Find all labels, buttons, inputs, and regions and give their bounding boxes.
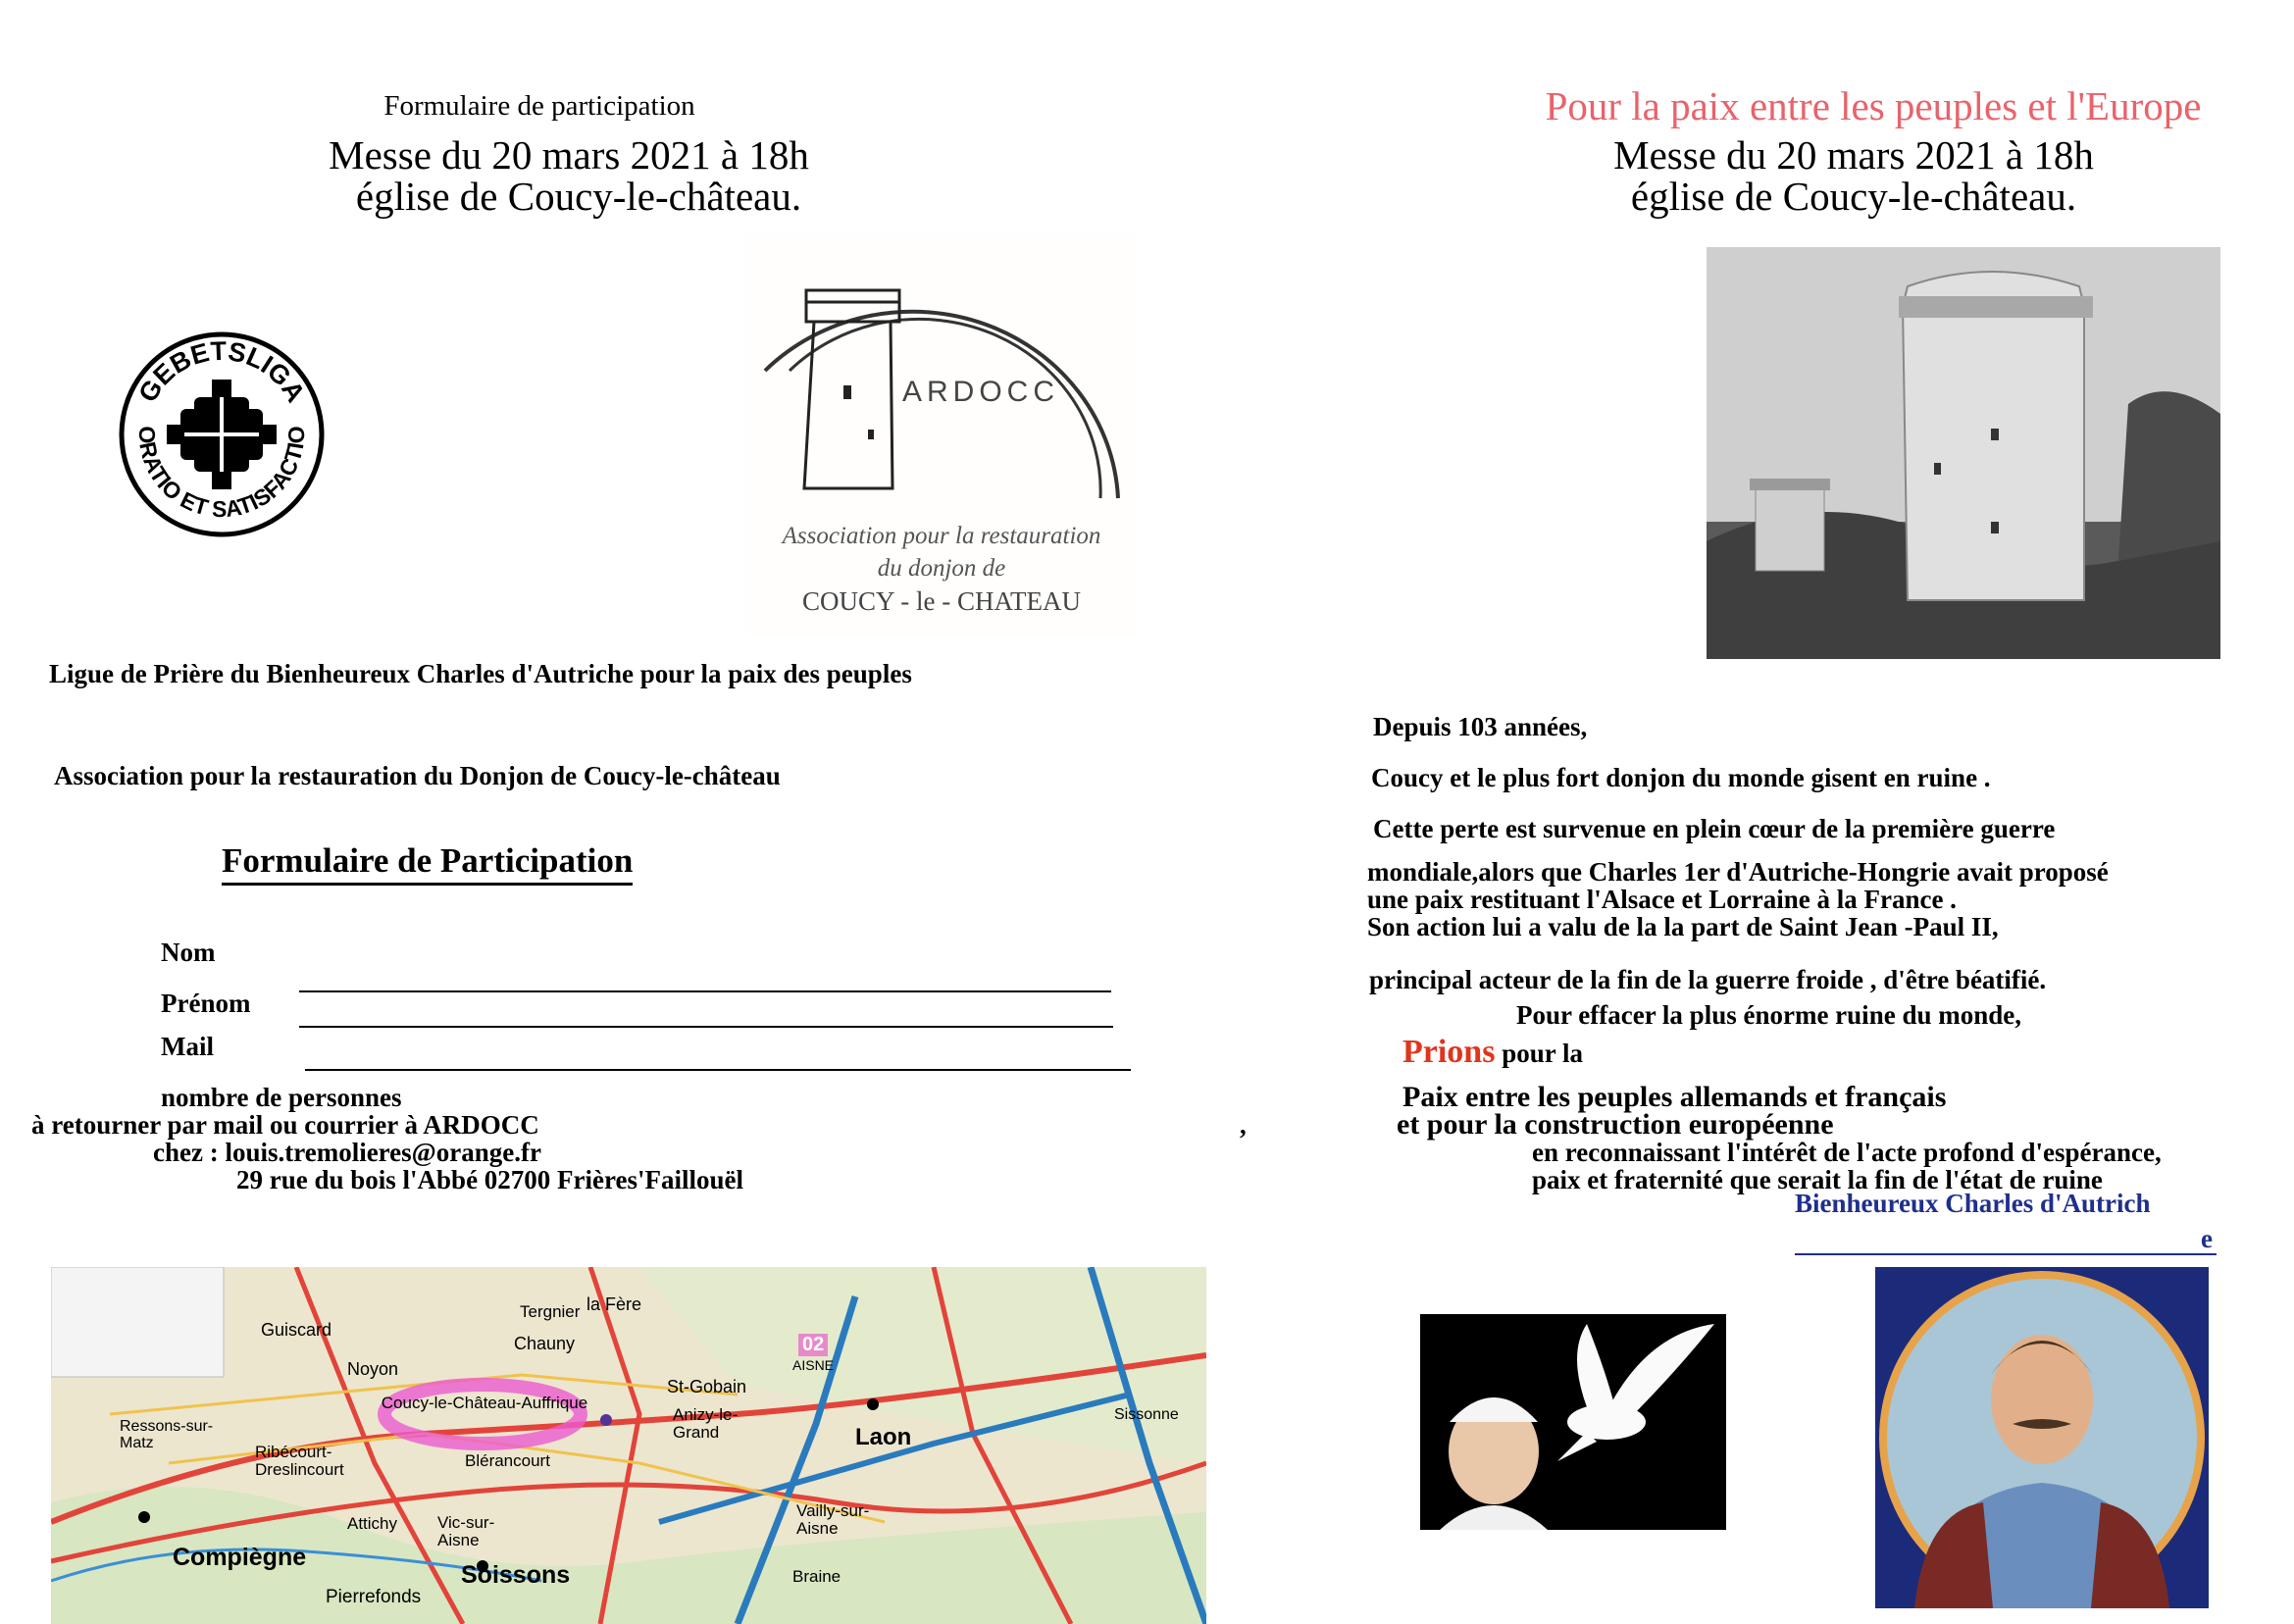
pour-la: pour la [1495,1039,1583,1068]
map-label-vailly: Vailly-sur-Aisne [796,1501,870,1538]
ligue-line: Ligue de Prière du Bienheureux Charles d'Autriche pour la paix des peuples [49,659,912,688]
association-line: Association pour la restauration du Donjon de Coucy-le-château [54,761,781,790]
ardocc-line3: COUCY - le - CHATEAU [802,586,1081,616]
map-label-compiegne: Compiègne [173,1544,307,1571]
text-p10: et pour la construction européenne [1397,1108,1834,1141]
text-p4: mondiale,alors que Charles 1er d'Autriche-Hongrie avait proposé [1367,857,2109,887]
map-label-pierrefonds: Pierrefonds [326,1587,422,1607]
text-p8: Pour effacer la plus énorme ruine du monde, [1516,1000,2021,1030]
map-label-braine: Braine [792,1567,841,1586]
ardocc-line1: Association pour la restauration [782,523,1101,549]
map-label-soissons: Soissons [461,1561,571,1589]
right-church-title: église de Coucy-le-château. [1630,174,2077,219]
comma: , [1240,1110,1247,1140]
nombre-label: nombre de personnes [161,1083,402,1112]
charles-portrait [1875,1267,2209,1608]
map-label-aisne: AISNE [792,1357,835,1373]
left-mass-title: Messe du 20 mars 2021 à 18h [329,132,809,178]
nom-field[interactable] [299,990,1111,992]
map-label-chauny: Chauny [514,1334,576,1353]
mail-label: Mail [161,1032,214,1061]
text-p5: une paix restituant l'Alsace et Lorraine à la France . [1367,885,1957,914]
prenom-field[interactable] [299,1026,1113,1028]
donjon-photo [1707,247,2220,659]
gebetsliga-logo [118,329,326,540]
chez-line: chez : louis.tremolieres@orange.fr [153,1138,541,1167]
text-p3: Cette perte est survenue en plein cœur de la première guerre [1373,814,2056,843]
text-p7: principal acteur de la fin de la guerre froide , d'être béatifié. [1369,965,2047,994]
gebetsliga-top-text: GEBETSLIGA [132,335,311,408]
peace-title: Pour la paix entre les peuples et l'Europe [1545,83,2202,128]
map-label-attichy: Attichy [347,1514,398,1533]
map-label-tergnier: Tergnier [520,1302,581,1321]
ardocc-logo [745,233,1138,635]
map-label-lafere: la Fère [586,1294,642,1314]
nom-label: Nom [161,938,216,967]
text-p12: paix et fraternité que serait la fin de l'état de ruine [1532,1165,2103,1194]
form-heading: Formulaire de Participation [222,841,633,886]
address-line: 29 rue du bois l'Abbé 02700 Frières'Faillouël [236,1165,744,1194]
blessed-e: e [2201,1224,2213,1253]
prenom-label: Prénom [161,989,251,1018]
prions-word: Prions [1402,1034,1496,1070]
map-label-stgobain: St-Gobain [667,1377,747,1396]
map-label-noyon: Noyon [347,1359,399,1379]
left-church-title: église de Coucy-le-château. [355,174,802,219]
region-map [51,1267,1206,1624]
text-p11: en reconnaissant l'intérêt de l'acte profond d'espérance, [1532,1138,2162,1167]
mail-field[interactable] [305,1069,1131,1071]
text-p2: Coucy et le plus fort donjon du monde gisent en ruine . [1371,763,1991,792]
text-p1: Depuis 103 années, [1373,712,1588,741]
prions-line [1402,1034,1583,1071]
right-mass-title: Messe du 20 mars 2021 à 18h [1613,132,2094,178]
map-label-laon: Laon [855,1424,912,1450]
map-label-anizy: Anizy-le-Grand [673,1405,739,1442]
return-line: à retourner par mail ou courrier à ARDOCC [31,1110,539,1140]
pope-dove-photo [1420,1314,1726,1530]
map-label-sissonne: Sissonne [1114,1406,1179,1423]
map-label-ribecourt: Ribécourt-Dreslincourt [255,1443,344,1479]
form-label: Formulaire de participation [383,90,695,122]
map-label-ressons: Ressons-sur-Matz [120,1418,214,1451]
blessed-underline [1795,1253,2217,1255]
map-label-vic: Vic-sur-Aisne [437,1513,495,1549]
gebetsliga-bottom-text: ORATIO ET SATISFACTIO [133,426,310,523]
ardocc-line2: du donjon de [877,555,1006,582]
map-label-guiscard: Guiscard [261,1320,332,1340]
map-label-dept: 02 [798,1334,828,1356]
map-label-coucy: Coucy-le-Château-Auffrique [381,1394,588,1412]
text-p9: Paix entre les peuples allemands et français [1402,1081,1947,1113]
ardocc-name: ARDOCC [902,376,1060,408]
blessed-name: Bienheureux Charles d'Autrich [1795,1189,2151,1218]
text-p6: Son action lui a valu de la la part de Saint Jean -Paul II, [1367,912,1999,941]
map-label-blerancourt: Blérancourt [465,1451,550,1470]
